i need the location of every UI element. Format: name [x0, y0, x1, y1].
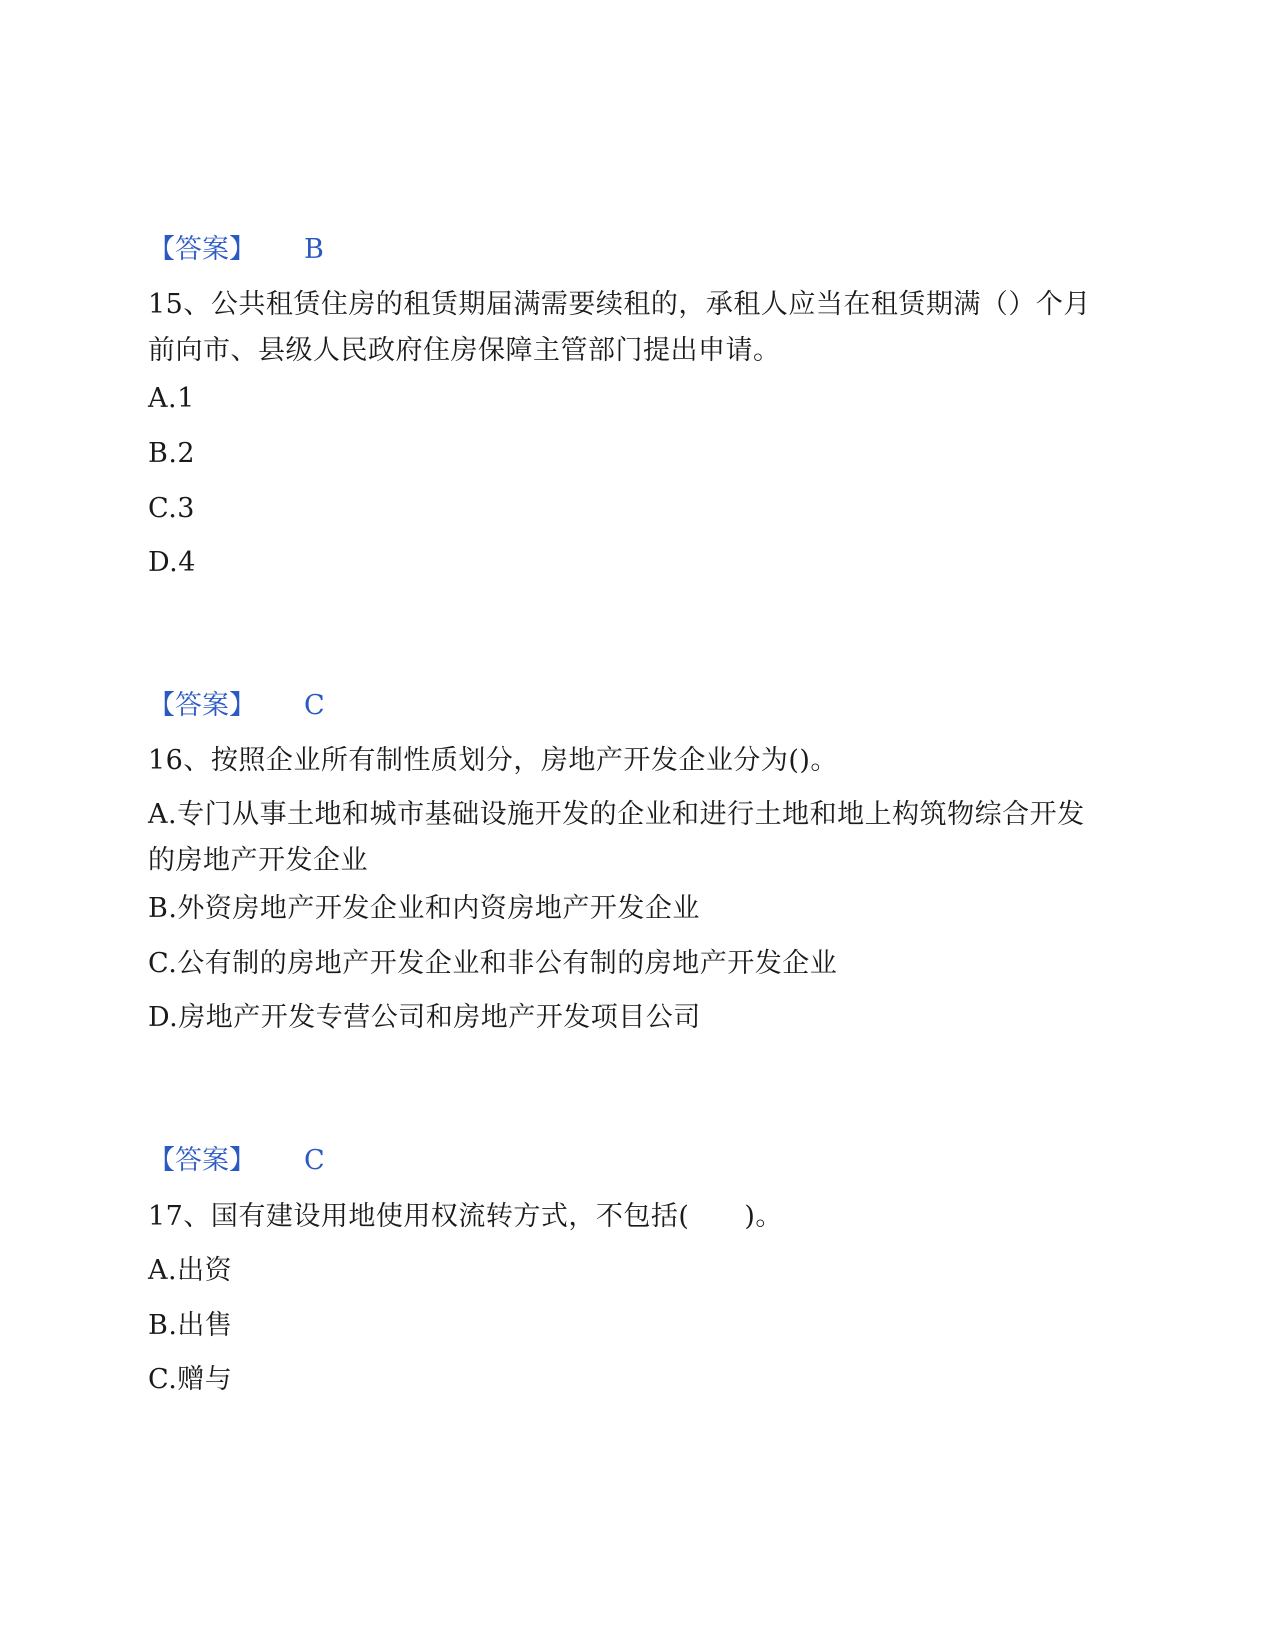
answer-row	[148, 1138, 325, 1184]
option-a: A.出资	[148, 1255, 233, 1286]
option-a: A.1	[148, 383, 195, 414]
option-c: C.赠与	[148, 1364, 233, 1395]
answer-row	[148, 683, 325, 729]
answer-tag: 【答案】	[148, 690, 256, 721]
option-d: D.房地产开发专营公司和房地产开发项目公司	[148, 1002, 701, 1033]
answer-tag: 【答案】	[148, 234, 256, 265]
option-c: C.公有制的房地产开发企业和非公有制的房地产开发企业	[148, 948, 838, 979]
option-b: B.2	[148, 438, 196, 469]
answer-value: B	[304, 234, 324, 265]
question-text: 16、按照企业所有制性质划分，房地产开发企业分为()。	[148, 745, 838, 776]
answer-tag: 【答案】	[148, 1145, 256, 1176]
option-b: B.出售	[148, 1310, 233, 1341]
answer-value: C	[304, 690, 325, 721]
answer-value: C	[304, 1145, 325, 1176]
answer-row	[148, 227, 324, 273]
question-text: 17、国有建设用地使用权流转方式，不包括( )。	[148, 1201, 783, 1232]
question-text: 15、公共租赁住房的租赁期届满需要续租的，承租人应当在租赁期满（）个月前向市、县级人民政府住房保障主管部门提出申请。	[148, 289, 1091, 366]
option-a: A.专门从事土地和城市基础设施开发的企业和进行土地和地上构筑物综合开发的房地产开发企业	[148, 799, 1085, 876]
option-b: B.外资房地产开发企业和内资房地产开发企业	[148, 893, 700, 924]
option-c: C.3	[148, 493, 195, 524]
option-d: D.4	[148, 547, 196, 578]
